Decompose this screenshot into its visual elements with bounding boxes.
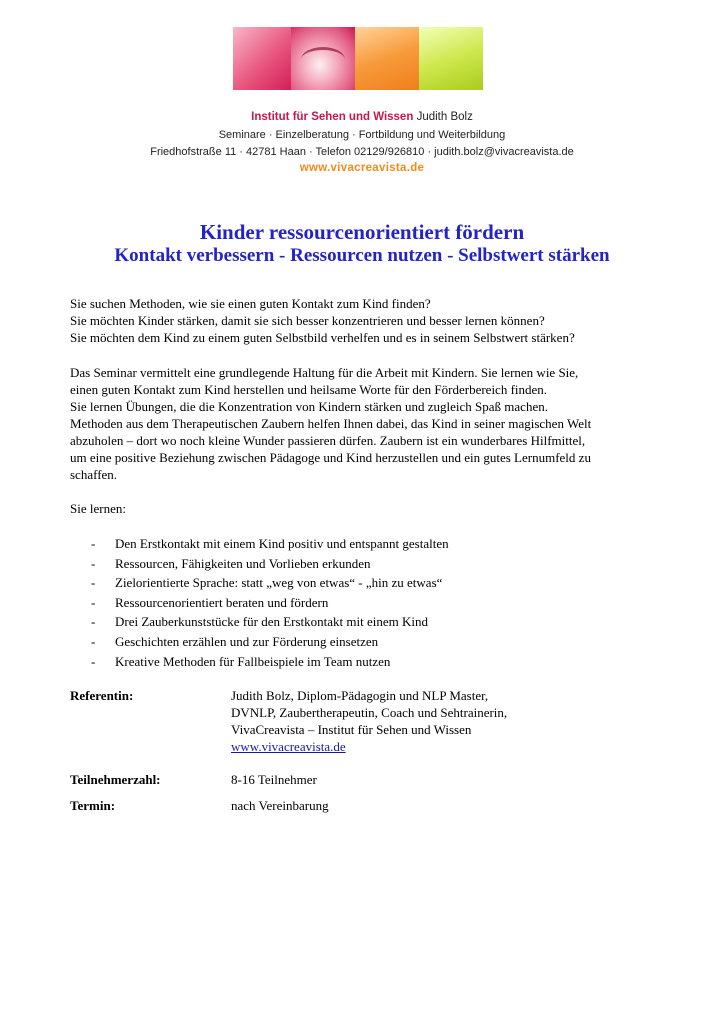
institute-name: Institut für Sehen und Wissen xyxy=(251,111,414,123)
description-line: einen guten Kontakt zum Kind herstellen und heilsame Worte für den Förderbereich finden. xyxy=(70,382,548,397)
logo-banner xyxy=(233,27,483,90)
list-item-text: Geschichten erzählen und zur Förderung einsetzen xyxy=(115,633,379,649)
description-line: Das Seminar vermittelt eine grundlegende Haltung für die Arbeit mit Kindern. Sie lernen wie Sie, xyxy=(70,365,579,380)
bullet-dash: - xyxy=(91,633,96,649)
referentin-label: Referentin: xyxy=(70,688,134,703)
list-item-text: Den Erstkontakt mit einem Kind positiv und entspannt gestalten xyxy=(115,536,449,551)
list-item-text: Zielorientierte Sprache: statt „weg von etwas“ - „hin zu etwas“ xyxy=(115,575,443,591)
description-line: abzuholen – dort wo noch kleine Wunder passieren dürfen. Zaubern ist ein wunderbares Hilfmittel, xyxy=(70,433,586,448)
termin-label: Termin: xyxy=(70,798,116,813)
logo-tile-orange xyxy=(355,27,419,90)
list-item xyxy=(91,612,449,632)
list-item xyxy=(91,554,449,574)
bullet-dash: - xyxy=(91,536,96,551)
seminar-description xyxy=(70,364,670,483)
list-item-text: Drei Zauberkunststücke für den Erstkontakt mit einem Kind xyxy=(115,614,429,630)
header-website[interactable]: www.vivacreavista.de xyxy=(299,162,425,174)
header-address: Friedhofstraße 11 · 42781 Haan · Telefon 02129/926810 · judith.bolz@vivacreavista.de xyxy=(150,146,574,158)
teilnehmer-label: Teilnehmerzahl: xyxy=(70,772,161,787)
intro-questions xyxy=(70,295,670,346)
list-item-text: Kreative Methoden für Fallbeispiele im Team nutzen xyxy=(115,653,391,669)
description-line: Sie lernen Übungen, die die Konzentration von Kindern stärken und zugleich Spaß machen. xyxy=(70,399,548,414)
description-line: Methoden aus dem Therapeutischen Zaubern helfen Ihnen dabei, das Kind in seiner magischen Welt xyxy=(70,416,592,431)
list-item-text: Ressourcenorientiert beraten und fördern xyxy=(115,594,329,610)
description-line: schaffen. xyxy=(70,467,118,482)
eye-icon xyxy=(301,47,345,72)
owner-name: Judith Bolz xyxy=(416,111,473,123)
bullet-dash: - xyxy=(91,594,96,610)
referentin-line: Judith Bolz, Diplom-Pädagogin und NLP Master, xyxy=(231,688,489,703)
referentin-line: DVNLP, Zaubertherapeutin, Coach und Sehtrainerin, xyxy=(231,705,508,720)
page-subtitle: Kontakt verbessern - Ressourcen nutzen - Selbstwert stärken xyxy=(114,245,610,266)
bullet-dash: - xyxy=(91,575,96,591)
list-item xyxy=(91,652,449,672)
bullet-dash: - xyxy=(91,614,96,630)
list-item xyxy=(91,573,449,593)
list-item xyxy=(91,593,449,613)
termin-value: nach Vereinbarung xyxy=(231,798,329,813)
referentin-value xyxy=(231,687,651,755)
learn-heading: Sie lernen: xyxy=(70,501,126,516)
referentin-line: VivaCreavista – Institut für Sehen und Wissen xyxy=(231,722,472,737)
logo-tile-pink xyxy=(233,27,291,90)
header-services: Seminare · Einzelberatung · Fortbildung und Weiterbildung xyxy=(218,129,506,141)
intro-line: Sie möchten Kinder stärken, damit sie sich besser konzentrieren und besser lernen können? xyxy=(70,313,545,328)
list-item xyxy=(91,534,449,554)
website-link[interactable]: www.vivacreavista.de xyxy=(231,739,346,754)
intro-line: Sie möchten dem Kind zu einem guten Selbstbild verhelfen und es in seinem Selbstwert stärken? xyxy=(70,330,575,345)
logo-tile-eye xyxy=(291,27,355,90)
bullet-dash: - xyxy=(91,653,96,669)
logo-tile-lime xyxy=(419,27,483,90)
bullet-dash: - xyxy=(91,555,96,571)
teilnehmer-value: 8-16 Teilnehmer xyxy=(231,772,317,787)
list-item xyxy=(91,632,449,652)
page-title: Kinder ressourcenorientiert fördern xyxy=(199,220,525,244)
learn-list xyxy=(91,534,449,671)
list-item-text: Ressourcen, Fähigkeiten und Vorlieben erkunden xyxy=(115,555,371,571)
intro-line: Sie suchen Methoden, wie sie einen guten Kontakt zum Kind finden? xyxy=(70,296,431,311)
header-institute-line xyxy=(0,111,724,123)
description-line: um eine positive Beziehung zwischen Pädagoge und Kind herzustellen und ein gutes Lernumfeld zu xyxy=(70,450,591,465)
